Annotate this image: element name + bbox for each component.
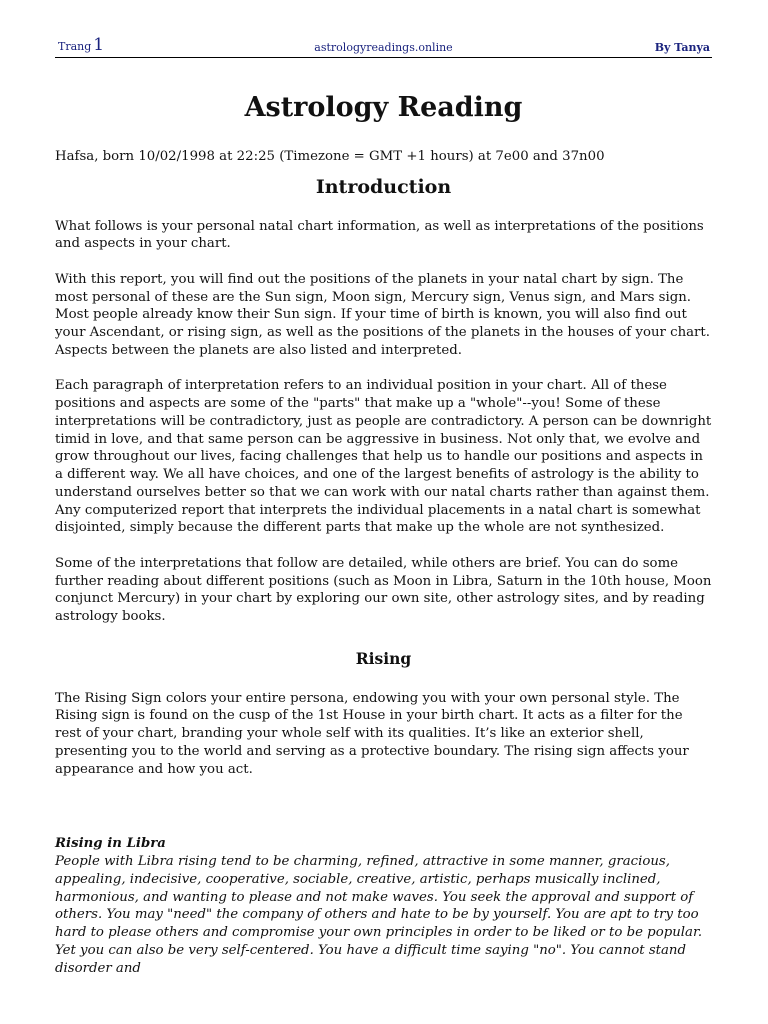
intro-heading: Introduction: [315, 175, 452, 198]
document-title: Astrology Reading: [244, 92, 523, 123]
intro-paragraph: What follows is your personal natal chart information, as well as interpretations of the positions and aspects in your chart.: [55, 218, 704, 252]
page-header: [55, 33, 712, 58]
page-label-text: Trang: [58, 40, 92, 53]
author-name: By Tanya: [654, 41, 710, 54]
intro-paragraph: Some of the interpretations that follow are detailed, while others are brief. You can do some further reading about different positions (such as Moon in Libra, Saturn in the 10th house, Moon conjunct Mercury) in your chart by exploring our own site, other astrology sites, and by reading astrology books.: [55, 555, 712, 625]
document-body: [55, 88, 712, 977]
rising-heading: Rising: [355, 648, 412, 668]
intro-paragraph: With this report, you will find out the positions of the planets in your natal chart by sign. The most personal of these are the Sun sign, Moon sign, Mercury sign, Venus sign, and Mars sign. Most people already know their Sun sign. If your time of birth is known, you will also find out your Ascendant, or rising sign, as well as the positions of the planets in the houses of your chart. Aspects between the planets are also listed and interpreted.: [55, 271, 710, 358]
rising-paragraph: The Rising Sign colors your entire persona, endowing you with your own personal style. The Rising sign is found on the cusp of the 1st House in your birth chart. It acts as a filter for the rest of your chart, branding your whole self with its qualities. It’s like an exterior shell, presenting you to the world and serving as a protective boundary. The rising sign affects your appearance and how you act.: [55, 690, 689, 777]
rising-libra-title: Rising in Libra: [55, 836, 166, 852]
intro-paragraph: Each paragraph of interpretation refers to an individual position in your chart. All of these positions and aspects are some of the "parts" that make up a "whole"--you! Some of these interpretations will be contradictory, just as people are contradictory. A person can be downright timid in love, and that same person can be aggressive in business. Not only that, we evolve and grow throughout our lives, facing challenges that help us to handle our positions and aspects in a different way. We all have choices, and one of the largest benefits of astrology is the ability to understand ourselves better so that we can work with our natal charts rather than against them. Any computerized report that interprets the individual placements in a natal chart is somewhat disjointed, simply because the different parts that make up the whole are not synthesized.: [55, 378, 712, 536]
rising-libra-paragraph: People with Libra rising tend to be charming, refined, attractive in some manner, gracious, appealing, indecisive, cooperative, sociable, creative, artistic, perhaps musically inclined, harmonious, and wanting to please and not make waves. You seek the approval and support of others. You may "need" the company of others and hate to be by yourself. You are apt to try too hard to please others and compromise your own principles in order to be liked or to be popular. Yet you can also be very self-centered. You have a difficult time saying "no". You cannot stand disorder and: [55, 854, 703, 976]
page-number: 1: [93, 35, 105, 55]
birth-info: Hafsa, born 10/02/1998 at 22:25 (Timezone = GMT +1 hours) at 7e00 and 37n00: [55, 149, 605, 164]
site-name: astrologyreadings.online: [314, 41, 453, 54]
